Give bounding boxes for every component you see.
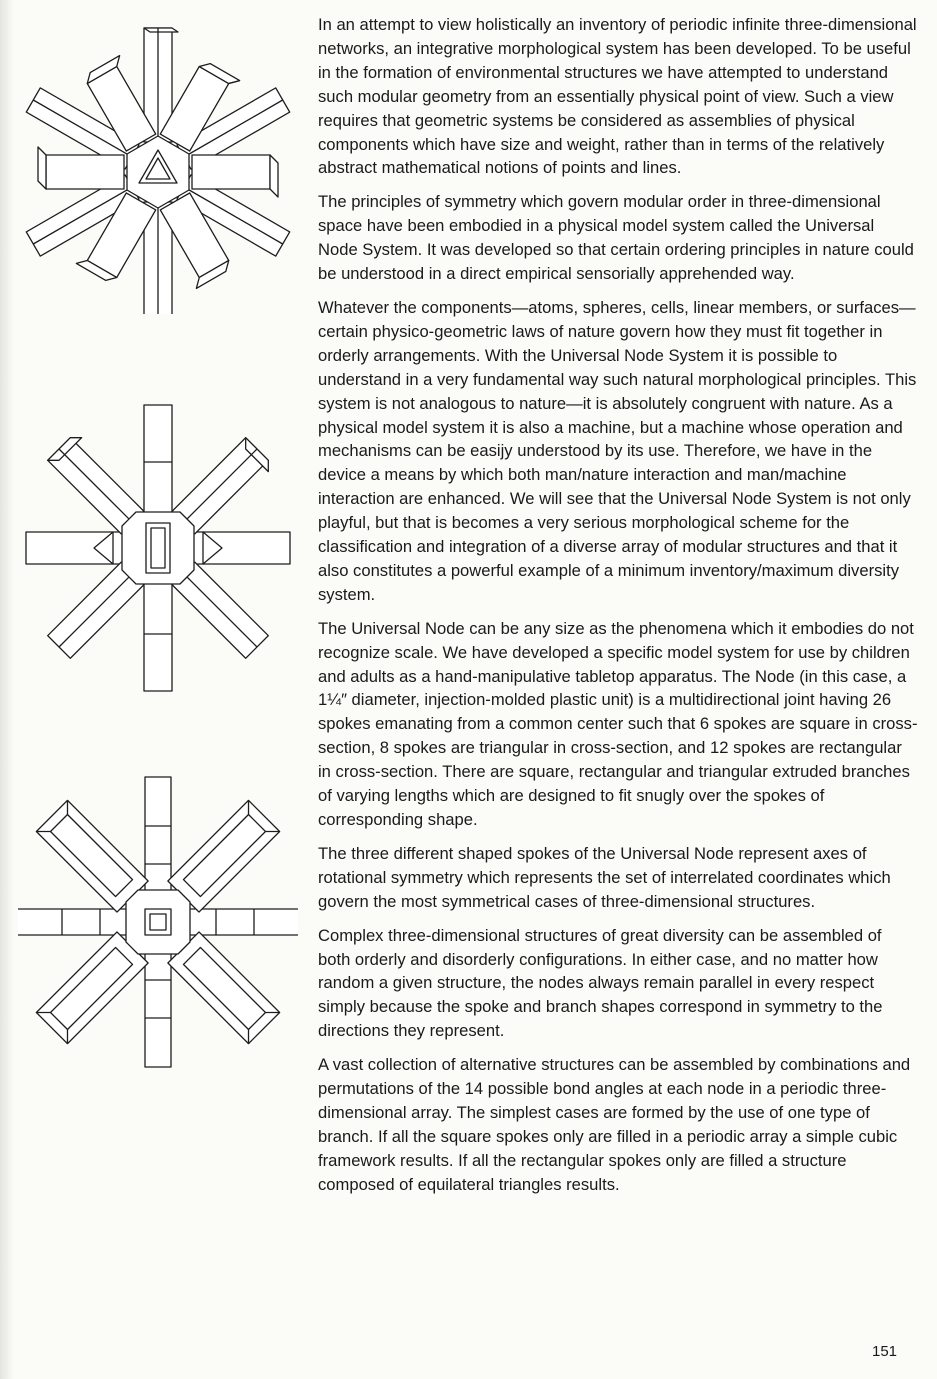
node-diagram-rectangular — [18, 400, 298, 695]
body-text — [318, 13, 918, 1207]
page-gutter-shadow — [0, 0, 14, 1379]
paragraph-3: Whatever the components—atoms, spheres, cells, linear members, or surfaces—certain physico-geometric laws of nature govern how they must fit together in orderly arrangements. With the Universal Node System it is possible to understand in a very fundamental way such natural morphological principles. This system is not analogous to nature—it is absolutely congruent with nature. As a physical model system it is also a machine, but a machine whose operation and mechanisms can be easijy understood by its use. Therefore, we have in the device a means by which both man/nature interaction and man/machine interaction are enhanced. We will see that the Universal Node System is not only playful, but that is becomes a very serious morphological scheme for the classification and integration of a diverse array of modular structures and that it also constitutes a powerful example of a minimum inventory/maximum diversity system. — [318, 297, 917, 604]
node-figure-square — [18, 772, 298, 1070]
node-diagram-triangular — [18, 14, 298, 314]
node-figure-triangular — [18, 14, 298, 314]
paragraph-4: The Universal Node can be any size as the phenomena which it embodies do not recognize scale. We have developed a specific model system for use by children and adults as a hand-manipulative tabletop apparatus. The Node (in this case, a 1¼″ diameter, injection-molded plastic unit) is a multidirectional joint having 26 spokes emanating from a common center such that 6 spokes are square in cross-section, 8 spokes are triangular in cross-section, and 12 spokes are rectangular in cross-section. There are square, rectangular and triangular extruded branches of varying lengths which are designed to fit snugly over the spokes of corresponding shape. — [318, 618, 918, 829]
page-number: 151 — [872, 1343, 898, 1360]
node-figure-rectangular — [18, 400, 298, 695]
paragraph-2: The principles of symmetry which govern modular order in three-dimensional space have been embodied in a physical model system called the Universal Node System. It was developed so that certain ordering principles in nature could be understood in a direct empirical sensorially apprehended way. — [318, 192, 914, 284]
paragraph-5: The three different shaped spokes of the Universal Node represent axes of rotational symmetry which represents the set of interrelated coordinates which govern the most symmetrical cases of three-dimensional structures. — [318, 843, 891, 911]
paragraph-7: A vast collection of alternative structures can be assembled by combinations and permutations of the 14 possible bond angles at each node in a periodic three-dimensional array. The simplest cases are formed by the use of one type of branch. If all the square spokes only are filled in a periodic array a simple cubic framework results. If all the rectangular spokes only are filled a structure composed of equilateral triangles results. — [318, 1055, 911, 1194]
node-diagram-square — [18, 772, 298, 1070]
paragraph-1: In an attempt to view holistically an inventory of periodic infinite three-dimensional networks, an integrative morphological system has been developed. To be useful in the formation of environmental structures we have attempted to understand such modular geometry from an essentially physical point of view. Such a view requires that geometric systems be considered as assemblies of physical components which have size and weight, rather than in terms of the relatively abstract mathematical notions of points and lines. — [318, 15, 917, 178]
paragraph-6: Complex three-dimensional structures of great diversity can be assembled of both orderly and disorderly configurations. In either case, and no matter how random a given structure, the nodes always remain parallel in every respect simply because the spoke and branch shapes correspond in symmetry to the directions they represent. — [318, 925, 883, 1041]
